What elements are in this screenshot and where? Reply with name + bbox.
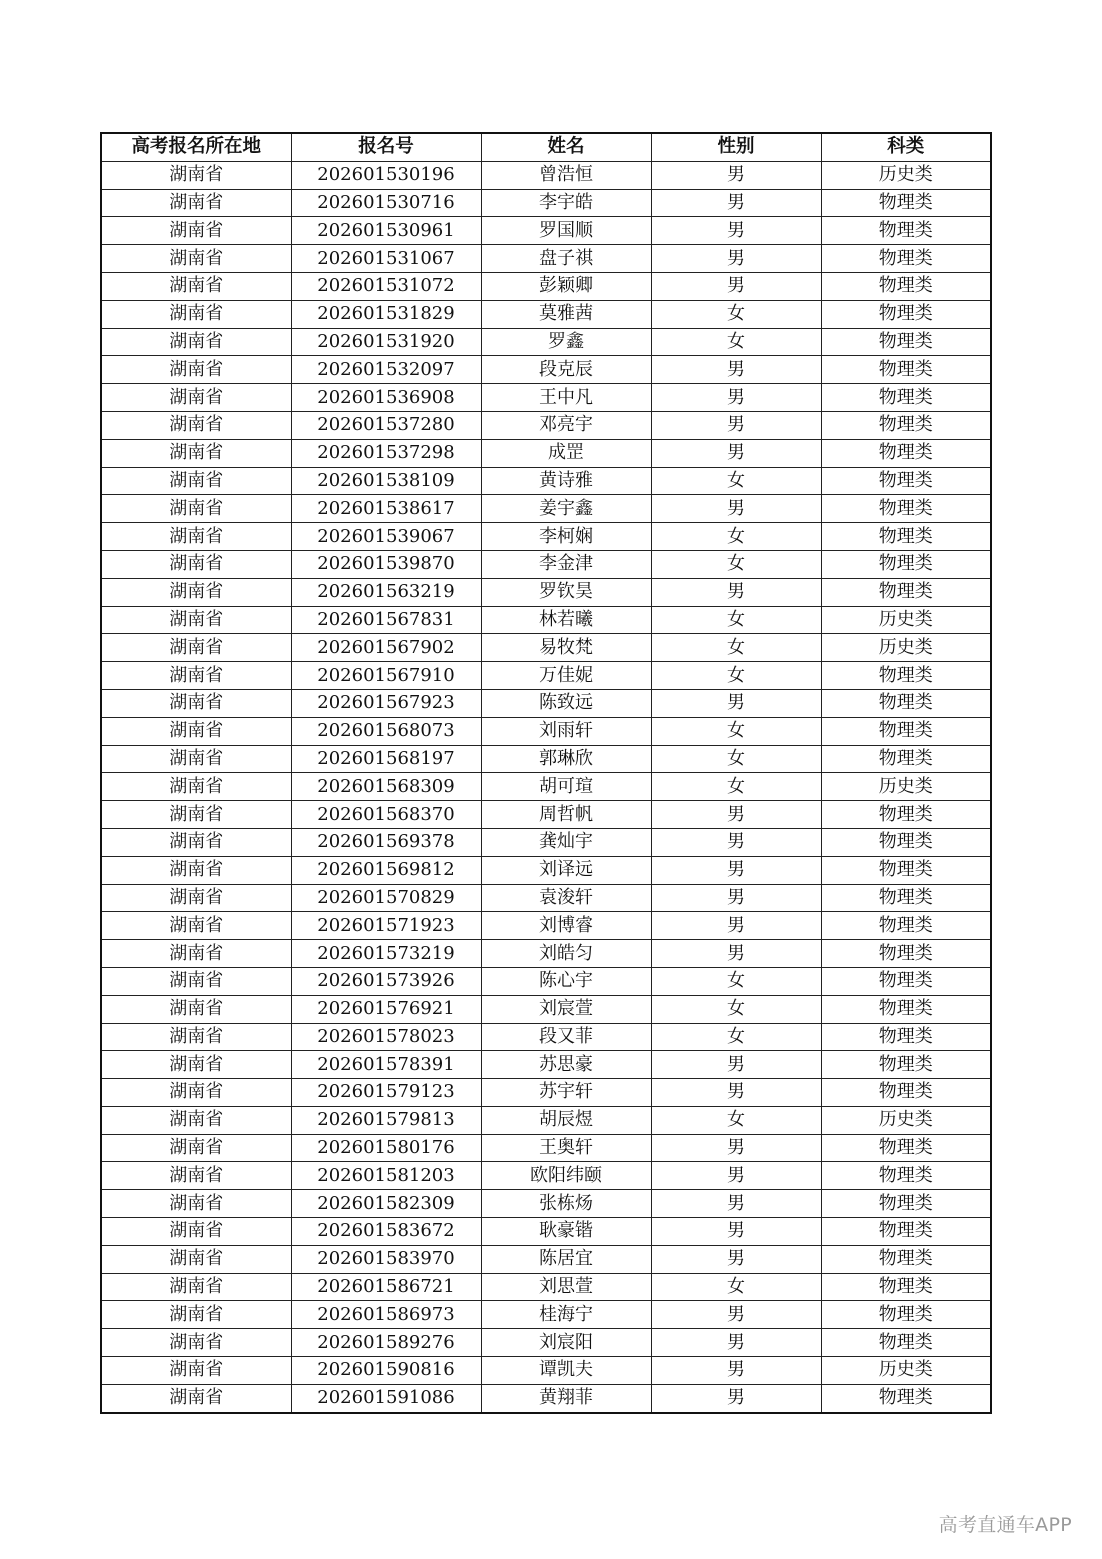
cell-subject-track: 物理类 bbox=[821, 217, 991, 245]
cell-subject-track: 物理类 bbox=[821, 884, 991, 912]
cell-gender: 男 bbox=[651, 801, 821, 829]
cell-name: 罗鑫 bbox=[481, 328, 651, 356]
cell-name: 成罡 bbox=[481, 439, 651, 467]
cell-region: 湖南省 bbox=[101, 384, 291, 412]
cell-name: 刘宸萱 bbox=[481, 995, 651, 1023]
cell-registration-number: 202601573219 bbox=[291, 940, 481, 968]
cell-region: 湖南省 bbox=[101, 1079, 291, 1107]
cell-subject-track: 物理类 bbox=[821, 912, 991, 940]
cell-region: 湖南省 bbox=[101, 634, 291, 662]
cell-gender: 女 bbox=[651, 995, 821, 1023]
table-row bbox=[101, 1190, 991, 1218]
cell-registration-number: 202601567831 bbox=[291, 606, 481, 634]
cell-region: 湖南省 bbox=[101, 606, 291, 634]
cell-name: 刘宸阳 bbox=[481, 1329, 651, 1357]
table-row bbox=[101, 578, 991, 606]
table-row bbox=[101, 745, 991, 773]
cell-name: 欧阳纬颐 bbox=[481, 1162, 651, 1190]
cell-region: 湖南省 bbox=[101, 745, 291, 773]
cell-gender: 女 bbox=[651, 745, 821, 773]
cell-name: 刘皓匀 bbox=[481, 940, 651, 968]
table-row bbox=[101, 467, 991, 495]
cell-gender: 女 bbox=[651, 328, 821, 356]
table-row bbox=[101, 523, 991, 551]
table-row bbox=[101, 411, 991, 439]
table-row bbox=[101, 384, 991, 412]
cell-gender: 男 bbox=[651, 356, 821, 384]
cell-name: 罗钦昊 bbox=[481, 578, 651, 606]
table-row bbox=[101, 1245, 991, 1273]
admission-roster-table bbox=[100, 132, 992, 1414]
cell-name: 龚灿宇 bbox=[481, 828, 651, 856]
cell-subject-track: 物理类 bbox=[821, 801, 991, 829]
cell-subject-track: 历史类 bbox=[821, 161, 991, 189]
cell-region: 湖南省 bbox=[101, 856, 291, 884]
cell-gender: 男 bbox=[651, 1134, 821, 1162]
cell-subject-track: 物理类 bbox=[821, 467, 991, 495]
cell-subject-track: 物理类 bbox=[821, 1273, 991, 1301]
cell-region: 湖南省 bbox=[101, 272, 291, 300]
cell-name: 李金津 bbox=[481, 550, 651, 578]
cell-registration-number: 202601568370 bbox=[291, 801, 481, 829]
cell-region: 湖南省 bbox=[101, 523, 291, 551]
table-row bbox=[101, 1023, 991, 1051]
cell-gender: 女 bbox=[651, 717, 821, 745]
cell-name: 万佳妮 bbox=[481, 662, 651, 690]
cell-name: 张栋炀 bbox=[481, 1190, 651, 1218]
cell-region: 湖南省 bbox=[101, 161, 291, 189]
table-row bbox=[101, 189, 991, 217]
table-row bbox=[101, 689, 991, 717]
cell-name: 曾浩恒 bbox=[481, 161, 651, 189]
cell-region: 湖南省 bbox=[101, 1134, 291, 1162]
cell-subject-track: 物理类 bbox=[821, 1384, 991, 1412]
table-row bbox=[101, 912, 991, 940]
cell-region: 湖南省 bbox=[101, 717, 291, 745]
cell-subject-track: 物理类 bbox=[821, 411, 991, 439]
cell-subject-track: 物理类 bbox=[821, 550, 991, 578]
cell-gender: 男 bbox=[651, 411, 821, 439]
cell-registration-number: 202601567902 bbox=[291, 634, 481, 662]
cell-subject-track: 物理类 bbox=[821, 356, 991, 384]
table-row bbox=[101, 884, 991, 912]
cell-registration-number: 202601569812 bbox=[291, 856, 481, 884]
cell-registration-number: 202601563219 bbox=[291, 578, 481, 606]
cell-registration-number: 202601568073 bbox=[291, 717, 481, 745]
cell-name: 胡可瑄 bbox=[481, 773, 651, 801]
cell-registration-number: 202601531067 bbox=[291, 245, 481, 273]
cell-region: 湖南省 bbox=[101, 884, 291, 912]
cell-subject-track: 历史类 bbox=[821, 606, 991, 634]
cell-gender: 男 bbox=[651, 217, 821, 245]
cell-gender: 男 bbox=[651, 884, 821, 912]
table-row bbox=[101, 245, 991, 273]
cell-registration-number: 202601578391 bbox=[291, 1051, 481, 1079]
cell-name: 王中凡 bbox=[481, 384, 651, 412]
cell-subject-track: 物理类 bbox=[821, 189, 991, 217]
cell-gender: 女 bbox=[651, 1273, 821, 1301]
cell-subject-track: 物理类 bbox=[821, 856, 991, 884]
cell-name: 陈居宜 bbox=[481, 1245, 651, 1273]
table-row bbox=[101, 1218, 991, 1246]
cell-subject-track: 物理类 bbox=[821, 1134, 991, 1162]
table-body bbox=[101, 161, 991, 1412]
cell-subject-track: 物理类 bbox=[821, 940, 991, 968]
cell-name: 谭凯夫 bbox=[481, 1357, 651, 1385]
cell-region: 湖南省 bbox=[101, 1051, 291, 1079]
cell-gender: 男 bbox=[651, 1245, 821, 1273]
cell-region: 湖南省 bbox=[101, 1301, 291, 1329]
cell-name: 苏宇轩 bbox=[481, 1079, 651, 1107]
cell-registration-number: 202601532097 bbox=[291, 356, 481, 384]
cell-registration-number: 202601567923 bbox=[291, 689, 481, 717]
cell-name: 郭琳欣 bbox=[481, 745, 651, 773]
table-row bbox=[101, 217, 991, 245]
cell-registration-number: 202601573926 bbox=[291, 967, 481, 995]
cell-registration-number: 202601530716 bbox=[291, 189, 481, 217]
cell-region: 湖南省 bbox=[101, 356, 291, 384]
cell-name: 易牧梵 bbox=[481, 634, 651, 662]
table-row bbox=[101, 662, 991, 690]
cell-name: 段克辰 bbox=[481, 356, 651, 384]
table-row bbox=[101, 1162, 991, 1190]
cell-gender: 男 bbox=[651, 1384, 821, 1412]
cell-region: 湖南省 bbox=[101, 662, 291, 690]
cell-subject-track: 物理类 bbox=[821, 578, 991, 606]
cell-subject-track: 历史类 bbox=[821, 1106, 991, 1134]
cell-gender: 男 bbox=[651, 272, 821, 300]
cell-subject-track: 物理类 bbox=[821, 439, 991, 467]
cell-subject-track: 物理类 bbox=[821, 828, 991, 856]
cell-registration-number: 202601591086 bbox=[291, 1384, 481, 1412]
table-row bbox=[101, 717, 991, 745]
cell-gender: 男 bbox=[651, 1162, 821, 1190]
cell-region: 湖南省 bbox=[101, 967, 291, 995]
cell-gender: 男 bbox=[651, 828, 821, 856]
cell-subject-track: 物理类 bbox=[821, 745, 991, 773]
cell-name: 刘思萱 bbox=[481, 1273, 651, 1301]
cell-gender: 女 bbox=[651, 634, 821, 662]
cell-gender: 女 bbox=[651, 967, 821, 995]
cell-gender: 男 bbox=[651, 689, 821, 717]
table-row bbox=[101, 1357, 991, 1385]
cell-registration-number: 202601583672 bbox=[291, 1218, 481, 1246]
cell-registration-number: 202601582309 bbox=[291, 1190, 481, 1218]
cell-name: 邓亮宇 bbox=[481, 411, 651, 439]
cell-subject-track: 物理类 bbox=[821, 717, 991, 745]
cell-region: 湖南省 bbox=[101, 328, 291, 356]
cell-gender: 女 bbox=[651, 606, 821, 634]
cell-gender: 男 bbox=[651, 161, 821, 189]
cell-registration-number: 202601530961 bbox=[291, 217, 481, 245]
table-row bbox=[101, 439, 991, 467]
cell-name: 盘子祺 bbox=[481, 245, 651, 273]
cell-subject-track: 历史类 bbox=[821, 634, 991, 662]
cell-registration-number: 202601538617 bbox=[291, 495, 481, 523]
document-sheet bbox=[100, 132, 990, 1414]
column-header-gender: 性别 bbox=[651, 133, 821, 161]
header-row bbox=[101, 133, 991, 161]
cell-registration-number: 202601536908 bbox=[291, 384, 481, 412]
cell-subject-track: 物理类 bbox=[821, 245, 991, 273]
table-row bbox=[101, 300, 991, 328]
cell-subject-track: 物理类 bbox=[821, 967, 991, 995]
table-row bbox=[101, 801, 991, 829]
cell-subject-track: 物理类 bbox=[821, 1051, 991, 1079]
cell-registration-number: 202601571923 bbox=[291, 912, 481, 940]
cell-registration-number: 202601538109 bbox=[291, 467, 481, 495]
column-header-name: 姓名 bbox=[481, 133, 651, 161]
column-header-registration-number: 报名号 bbox=[291, 133, 481, 161]
cell-gender: 男 bbox=[651, 1218, 821, 1246]
table-row bbox=[101, 550, 991, 578]
cell-region: 湖南省 bbox=[101, 495, 291, 523]
cell-subject-track: 物理类 bbox=[821, 1329, 991, 1357]
cell-name: 周哲帆 bbox=[481, 801, 651, 829]
cell-registration-number: 202601589276 bbox=[291, 1329, 481, 1357]
cell-region: 湖南省 bbox=[101, 1357, 291, 1385]
table-row bbox=[101, 1079, 991, 1107]
cell-region: 湖南省 bbox=[101, 1106, 291, 1134]
cell-gender: 男 bbox=[651, 384, 821, 412]
table-row bbox=[101, 967, 991, 995]
cell-subject-track: 物理类 bbox=[821, 1218, 991, 1246]
cell-name: 黄翔菲 bbox=[481, 1384, 651, 1412]
cell-name: 桂海宁 bbox=[481, 1301, 651, 1329]
cell-name: 刘译远 bbox=[481, 856, 651, 884]
column-header-subject-track: 科类 bbox=[821, 133, 991, 161]
cell-registration-number: 202601531072 bbox=[291, 272, 481, 300]
cell-name: 林若曦 bbox=[481, 606, 651, 634]
cell-region: 湖南省 bbox=[101, 1190, 291, 1218]
table-row bbox=[101, 1134, 991, 1162]
cell-region: 湖南省 bbox=[101, 1329, 291, 1357]
cell-subject-track: 物理类 bbox=[821, 523, 991, 551]
cell-name: 陈心宇 bbox=[481, 967, 651, 995]
cell-registration-number: 202601539067 bbox=[291, 523, 481, 551]
cell-gender: 女 bbox=[651, 1023, 821, 1051]
table-row bbox=[101, 995, 991, 1023]
cell-name: 莫雅茜 bbox=[481, 300, 651, 328]
cell-gender: 男 bbox=[651, 189, 821, 217]
cell-registration-number: 202601570829 bbox=[291, 884, 481, 912]
cell-region: 湖南省 bbox=[101, 189, 291, 217]
cell-region: 湖南省 bbox=[101, 550, 291, 578]
cell-subject-track: 物理类 bbox=[821, 1190, 991, 1218]
table-row bbox=[101, 495, 991, 523]
cell-region: 湖南省 bbox=[101, 1273, 291, 1301]
cell-subject-track: 物理类 bbox=[821, 384, 991, 412]
cell-name: 陈致远 bbox=[481, 689, 651, 717]
table-row bbox=[101, 856, 991, 884]
cell-name: 姜宇鑫 bbox=[481, 495, 651, 523]
cell-region: 湖南省 bbox=[101, 1245, 291, 1273]
cell-region: 湖南省 bbox=[101, 940, 291, 968]
cell-gender: 女 bbox=[651, 662, 821, 690]
cell-registration-number: 202601531920 bbox=[291, 328, 481, 356]
cell-registration-number: 202601586721 bbox=[291, 1273, 481, 1301]
cell-region: 湖南省 bbox=[101, 1023, 291, 1051]
cell-gender: 女 bbox=[651, 300, 821, 328]
cell-registration-number: 202601568309 bbox=[291, 773, 481, 801]
cell-name: 胡辰煜 bbox=[481, 1106, 651, 1134]
cell-registration-number: 202601537280 bbox=[291, 411, 481, 439]
table-row bbox=[101, 1106, 991, 1134]
cell-name: 耿豪锴 bbox=[481, 1218, 651, 1246]
cell-registration-number: 202601537298 bbox=[291, 439, 481, 467]
cell-region: 湖南省 bbox=[101, 411, 291, 439]
cell-registration-number: 202601579123 bbox=[291, 1079, 481, 1107]
cell-registration-number: 202601530196 bbox=[291, 161, 481, 189]
cell-region: 湖南省 bbox=[101, 773, 291, 801]
cell-gender: 男 bbox=[651, 245, 821, 273]
cell-gender: 女 bbox=[651, 1106, 821, 1134]
cell-registration-number: 202601531829 bbox=[291, 300, 481, 328]
cell-region: 湖南省 bbox=[101, 467, 291, 495]
cell-region: 湖南省 bbox=[101, 1162, 291, 1190]
cell-subject-track: 物理类 bbox=[821, 328, 991, 356]
column-header-region: 高考报名所在地 bbox=[101, 133, 291, 161]
cell-gender: 男 bbox=[651, 912, 821, 940]
cell-gender: 男 bbox=[651, 495, 821, 523]
cell-name: 刘雨轩 bbox=[481, 717, 651, 745]
cell-gender: 男 bbox=[651, 1357, 821, 1385]
cell-name: 袁浚轩 bbox=[481, 884, 651, 912]
table-row bbox=[101, 1384, 991, 1412]
cell-registration-number: 202601567910 bbox=[291, 662, 481, 690]
cell-name: 李宇皓 bbox=[481, 189, 651, 217]
cell-gender: 女 bbox=[651, 467, 821, 495]
cell-subject-track: 物理类 bbox=[821, 689, 991, 717]
cell-subject-track: 物理类 bbox=[821, 1023, 991, 1051]
table-row bbox=[101, 1051, 991, 1079]
watermark-text: 高考直通车APP bbox=[938, 1514, 1072, 1536]
cell-gender: 男 bbox=[651, 1079, 821, 1107]
cell-region: 湖南省 bbox=[101, 245, 291, 273]
cell-registration-number: 202601576921 bbox=[291, 995, 481, 1023]
cell-name: 黄诗雅 bbox=[481, 467, 651, 495]
cell-region: 湖南省 bbox=[101, 1218, 291, 1246]
cell-registration-number: 202601578023 bbox=[291, 1023, 481, 1051]
cell-region: 湖南省 bbox=[101, 801, 291, 829]
cell-name: 罗国顺 bbox=[481, 217, 651, 245]
cell-subject-track: 物理类 bbox=[821, 1245, 991, 1273]
cell-subject-track: 物理类 bbox=[821, 1079, 991, 1107]
cell-region: 湖南省 bbox=[101, 300, 291, 328]
table-row bbox=[101, 1329, 991, 1357]
cell-gender: 女 bbox=[651, 773, 821, 801]
table-row bbox=[101, 272, 991, 300]
table-row bbox=[101, 828, 991, 856]
cell-name: 刘博睿 bbox=[481, 912, 651, 940]
cell-gender: 男 bbox=[651, 1051, 821, 1079]
cell-region: 湖南省 bbox=[101, 578, 291, 606]
table-row bbox=[101, 1273, 991, 1301]
cell-gender: 男 bbox=[651, 1301, 821, 1329]
table-header bbox=[101, 133, 991, 161]
cell-registration-number: 202601586973 bbox=[291, 1301, 481, 1329]
cell-registration-number: 202601568197 bbox=[291, 745, 481, 773]
table-row bbox=[101, 1301, 991, 1329]
cell-gender: 男 bbox=[651, 940, 821, 968]
cell-region: 湖南省 bbox=[101, 995, 291, 1023]
cell-subject-track: 历史类 bbox=[821, 1357, 991, 1385]
cell-region: 湖南省 bbox=[101, 439, 291, 467]
cell-subject-track: 物理类 bbox=[821, 995, 991, 1023]
cell-name: 王奥轩 bbox=[481, 1134, 651, 1162]
cell-gender: 男 bbox=[651, 1190, 821, 1218]
cell-name: 苏思豪 bbox=[481, 1051, 651, 1079]
cell-gender: 男 bbox=[651, 578, 821, 606]
cell-name: 段又菲 bbox=[481, 1023, 651, 1051]
cell-region: 湖南省 bbox=[101, 828, 291, 856]
cell-region: 湖南省 bbox=[101, 912, 291, 940]
cell-gender: 男 bbox=[651, 856, 821, 884]
table-row bbox=[101, 161, 991, 189]
table-row bbox=[101, 328, 991, 356]
table-row bbox=[101, 356, 991, 384]
cell-name: 李柯娴 bbox=[481, 523, 651, 551]
cell-subject-track: 物理类 bbox=[821, 495, 991, 523]
cell-gender: 男 bbox=[651, 1329, 821, 1357]
cell-registration-number: 202601569378 bbox=[291, 828, 481, 856]
cell-registration-number: 202601590816 bbox=[291, 1357, 481, 1385]
cell-registration-number: 202601580176 bbox=[291, 1134, 481, 1162]
cell-registration-number: 202601579813 bbox=[291, 1106, 481, 1134]
cell-gender: 女 bbox=[651, 523, 821, 551]
cell-region: 湖南省 bbox=[101, 217, 291, 245]
cell-registration-number: 202601539870 bbox=[291, 550, 481, 578]
table-row bbox=[101, 940, 991, 968]
cell-gender: 男 bbox=[651, 439, 821, 467]
cell-gender: 女 bbox=[651, 550, 821, 578]
cell-registration-number: 202601583970 bbox=[291, 1245, 481, 1273]
table-row bbox=[101, 773, 991, 801]
cell-subject-track: 物理类 bbox=[821, 662, 991, 690]
cell-region: 湖南省 bbox=[101, 689, 291, 717]
cell-subject-track: 物理类 bbox=[821, 272, 991, 300]
cell-subject-track: 物理类 bbox=[821, 300, 991, 328]
cell-region: 湖南省 bbox=[101, 1384, 291, 1412]
cell-subject-track: 物理类 bbox=[821, 1301, 991, 1329]
cell-registration-number: 202601581203 bbox=[291, 1162, 481, 1190]
cell-name: 彭颖卿 bbox=[481, 272, 651, 300]
cell-subject-track: 物理类 bbox=[821, 1162, 991, 1190]
table-row bbox=[101, 606, 991, 634]
cell-subject-track: 历史类 bbox=[821, 773, 991, 801]
table-row bbox=[101, 634, 991, 662]
